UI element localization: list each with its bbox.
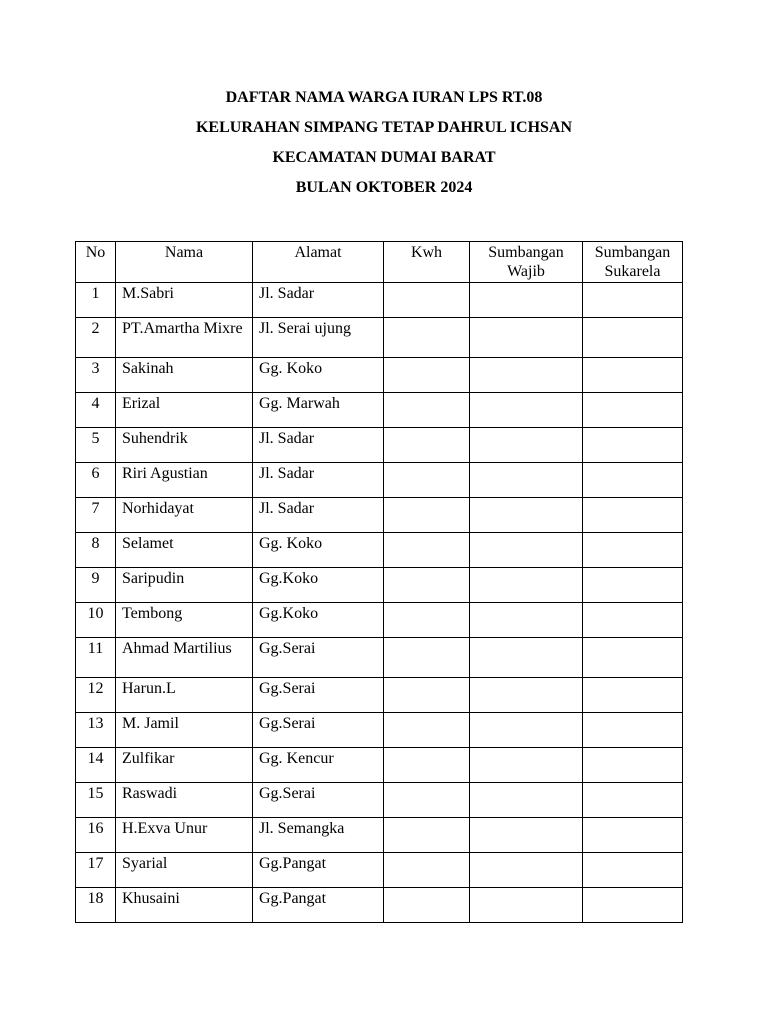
cell-sumbangan-wajib [470, 603, 583, 638]
cell-no: 11 [76, 638, 116, 678]
cell-sumbangan-sukarela [583, 638, 683, 678]
cell-alamat: Gg.Pangat [253, 888, 384, 923]
cell-alamat: Gg. Marwah [253, 393, 384, 428]
cell-no: 7 [76, 498, 116, 533]
cell-kwh [384, 638, 470, 678]
cell-kwh [384, 393, 470, 428]
table-row [76, 783, 683, 818]
cell-alamat: Gg.Koko [253, 603, 384, 638]
table-row [76, 818, 683, 853]
cell-nama: PT.Amartha Mixre [116, 318, 253, 358]
cell-nama: Harun.L [116, 678, 253, 713]
cell-sumbangan-wajib [470, 393, 583, 428]
cell-alamat: Gg.Pangat [253, 853, 384, 888]
cell-sumbangan-sukarela [583, 428, 683, 463]
cell-no: 14 [76, 748, 116, 783]
cell-sumbangan-sukarela [583, 603, 683, 638]
cell-alamat: Gg.Serai [253, 783, 384, 818]
cell-no: 13 [76, 713, 116, 748]
cell-nama: M.Sabri [116, 283, 253, 318]
cell-no: 16 [76, 818, 116, 853]
cell-kwh [384, 853, 470, 888]
cell-kwh [384, 678, 470, 713]
cell-nama: Tembong [116, 603, 253, 638]
cell-sumbangan-wajib [470, 638, 583, 678]
cell-kwh [384, 428, 470, 463]
cell-kwh [384, 463, 470, 498]
table-row [76, 603, 683, 638]
cell-nama: Riri Agustian [116, 463, 253, 498]
cell-no: 18 [76, 888, 116, 923]
table-body [76, 283, 683, 923]
table-row [76, 748, 683, 783]
cell-alamat: Gg.Serai [253, 713, 384, 748]
table-row [76, 283, 683, 318]
cell-alamat: Gg.Serai [253, 638, 384, 678]
cell-sumbangan-sukarela [583, 818, 683, 853]
table-row [76, 638, 683, 678]
cell-nama: Raswadi [116, 783, 253, 818]
cell-sumbangan-wajib [470, 853, 583, 888]
cell-kwh [384, 358, 470, 393]
table-row [76, 428, 683, 463]
cell-alamat: Gg.Koko [253, 568, 384, 603]
cell-sumbangan-sukarela [583, 748, 683, 783]
table-row [76, 678, 683, 713]
cell-sumbangan-wajib [470, 358, 583, 393]
cell-alamat: Gg.Serai [253, 678, 384, 713]
header-no: No [76, 242, 116, 283]
cell-kwh [384, 888, 470, 923]
cell-sumbangan-sukarela [583, 783, 683, 818]
cell-sumbangan-sukarela [583, 713, 683, 748]
cell-no: 2 [76, 318, 116, 358]
cell-alamat: Gg. Koko [253, 358, 384, 393]
cell-sumbangan-wajib [470, 568, 583, 603]
cell-nama: Ahmad Martilius [116, 638, 253, 678]
cell-nama: Zulfikar [116, 748, 253, 783]
cell-alamat: Jl. Sadar [253, 428, 384, 463]
document-title: DAFTAR NAMA WARGA IURAN LPS RT.08 [225, 89, 543, 106]
cell-sumbangan-sukarela [583, 358, 683, 393]
cell-no: 5 [76, 428, 116, 463]
table-row [76, 888, 683, 923]
document-subtitle-kecamatan: KECAMATAN DUMAI BARAT [272, 149, 496, 166]
header-kwh: Kwh [384, 242, 470, 283]
table-row [76, 533, 683, 568]
cell-alamat: Jl. Sadar [253, 498, 384, 533]
table-row [76, 568, 683, 603]
cell-sumbangan-sukarela [583, 568, 683, 603]
cell-kwh [384, 818, 470, 853]
cell-kwh [384, 783, 470, 818]
cell-nama: Erizal [116, 393, 253, 428]
cell-sumbangan-wajib [470, 533, 583, 568]
cell-no: 10 [76, 603, 116, 638]
table-row [76, 358, 683, 393]
cell-no: 8 [76, 533, 116, 568]
cell-no: 12 [76, 678, 116, 713]
cell-alamat: Gg. Koko [253, 533, 384, 568]
table-row [76, 318, 683, 358]
document-subtitle-kelurahan: KELURAHAN SIMPANG TETAP DAHRUL ICHSAN [195, 119, 573, 136]
cell-sumbangan-sukarela [583, 463, 683, 498]
cell-nama: H.Exva Unur [116, 818, 253, 853]
cell-sumbangan-wajib [470, 428, 583, 463]
cell-sumbangan-sukarela [583, 318, 683, 358]
header-sumbangan-wajib: Sumbangan Wajib [470, 242, 583, 283]
cell-alamat: Gg. Kencur [253, 748, 384, 783]
cell-sumbangan-sukarela [583, 283, 683, 318]
cell-sumbangan-sukarela [583, 888, 683, 923]
cell-no: 3 [76, 358, 116, 393]
cell-kwh [384, 498, 470, 533]
cell-kwh [384, 603, 470, 638]
cell-alamat: Jl. Semangka [253, 818, 384, 853]
cell-nama: Khusaini [116, 888, 253, 923]
cell-alamat: Jl. Sadar [253, 283, 384, 318]
cell-nama: Norhidayat [116, 498, 253, 533]
cell-sumbangan-sukarela [583, 393, 683, 428]
cell-nama: Suhendrik [116, 428, 253, 463]
cell-nama: Sakinah [116, 358, 253, 393]
cell-alamat: Jl. Sadar [253, 463, 384, 498]
cell-sumbangan-wajib [470, 463, 583, 498]
table-row [76, 463, 683, 498]
cell-no: 4 [76, 393, 116, 428]
cell-no: 6 [76, 463, 116, 498]
cell-sumbangan-wajib [470, 678, 583, 713]
iuran-table [75, 241, 683, 923]
cell-sumbangan-wajib [470, 713, 583, 748]
cell-no: 15 [76, 783, 116, 818]
cell-kwh [384, 568, 470, 603]
cell-kwh [384, 748, 470, 783]
cell-sumbangan-wajib [470, 283, 583, 318]
cell-sumbangan-sukarela [583, 853, 683, 888]
cell-sumbangan-wajib [470, 748, 583, 783]
cell-sumbangan-wajib [470, 888, 583, 923]
table-row [76, 498, 683, 533]
table-header-row [76, 242, 683, 283]
cell-sumbangan-wajib [470, 318, 583, 358]
cell-sumbangan-sukarela [583, 678, 683, 713]
cell-sumbangan-sukarela [583, 498, 683, 533]
cell-sumbangan-sukarela [583, 533, 683, 568]
cell-nama: Selamet [116, 533, 253, 568]
header-sumbangan-sukarela: Sumbangan Sukarela [583, 242, 683, 283]
header-nama: Nama [116, 242, 253, 283]
cell-sumbangan-wajib [470, 783, 583, 818]
document-title-block [0, 87, 768, 207]
document-subtitle-bulan: BULAN OKTOBER 2024 [295, 179, 473, 196]
cell-sumbangan-wajib [470, 818, 583, 853]
cell-kwh [384, 713, 470, 748]
table-row [76, 393, 683, 428]
cell-sumbangan-wajib [470, 498, 583, 533]
cell-kwh [384, 533, 470, 568]
cell-no: 9 [76, 568, 116, 603]
header-alamat: Alamat [253, 242, 384, 283]
cell-no: 17 [76, 853, 116, 888]
cell-no: 1 [76, 283, 116, 318]
cell-nama: Saripudin [116, 568, 253, 603]
cell-nama: Syarial [116, 853, 253, 888]
cell-kwh [384, 283, 470, 318]
table-row [76, 713, 683, 748]
table-row [76, 853, 683, 888]
cell-nama: M. Jamil [116, 713, 253, 748]
cell-alamat: Jl. Serai ujung [253, 318, 384, 358]
cell-kwh [384, 318, 470, 358]
